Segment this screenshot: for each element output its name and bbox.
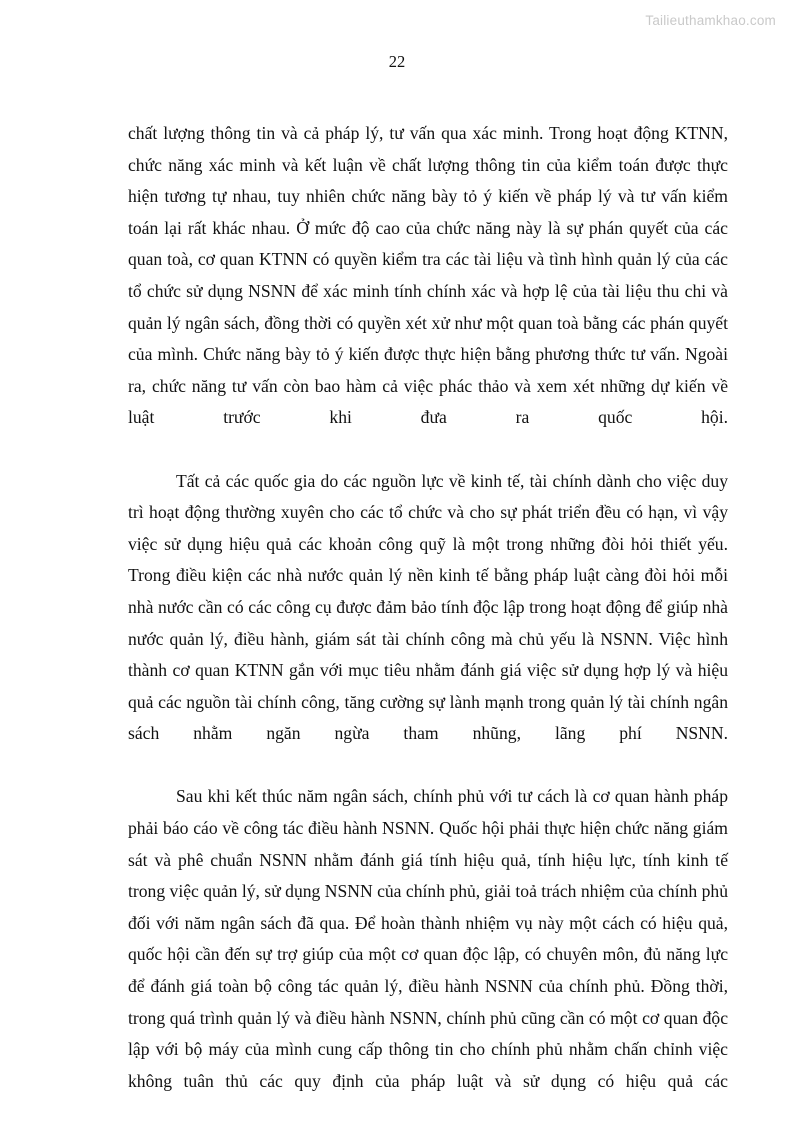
- watermark-text: Tailieuthamkhao.com: [645, 13, 776, 28]
- body-text-block: [128, 118, 728, 1123]
- paragraph-2: Tất cả các quốc gia do các nguồn lực về kinh tế, tài chính dành cho việc duy trì hoạt động thường xuyên cho các tổ chức và cho sự phát triển đều có hạn, vì vậy việc sử dụng hiệu quả các khoản công quỹ là một trong những đòi hỏi thiết yếu. Trong điều kiện các nhà nước quản lý nền kinh tế bằng pháp luật càng đòi hỏi mỗi nhà nước cần có các công cụ được đảm bảo tính độc lập trong hoạt động để giúp nhà nước quản lý, điều hành, giám sát tài chính công mà chủ yếu là NSNN. Việc hình thành cơ quan KTNN gắn với mục tiêu nhằm đánh giá việc sử dụng hợp lý và hiệu quả các nguồn tài chính công, tăng cường sự lành mạnh trong quản lý tài chính ngân sách nhằm ngăn ngừa tham nhũng, lãng phí NSNN.: [128, 470, 728, 744]
- page-number: 22: [388, 52, 406, 71]
- paragraph-3: Sau khi kết thúc năm ngân sách, chính phủ với tư cách là cơ quan hành pháp phải báo cáo về công tác điều hành NSNN. Quốc hội phải thực hiện chức năng giám sát và phê chuẩn NSNN nhằm đánh giá tính hiệu quả, tính hiệu lực, tính kinh tế trong việc quản lý, sử dụng NSNN của chính phủ, giải toả trách nhiệm của chính phủ đối với năm ngân sách đã qua. Để hoàn thành nhiệm vụ này một cách có hiệu quả, quốc hội cần đến sự trợ giúp của một cơ quan độc lập, có chuyên môn, đủ năng lực để đánh giá toàn bộ công tác quản lý, điều hành NSNN của chính phủ. Đồng thời, trong quá trình quản lý và điều hành NSNN, chính phủ cũng cần có một cơ quan độc lập với bộ máy của mình cung cấp thông tin cho chính phủ nhằm chấn chỉnh việc không tuân thủ các quy định của pháp luật và sử dụng có hiệu quả các: [128, 786, 728, 1091]
- paragraph-1: chất lượng thông tin và cả pháp lý, tư vấn qua xác minh. Trong hoạt động KTNN, chức năng xác minh và kết luận về chất lượng thông tin của kiểm toán được thực hiện tương tự nhau, tuy nhiên chức năng bày tỏ ý kiến về pháp lý và tư vấn kiểm toán lại rất khác nhau. Ở mức độ cao của chức năng này là sự phán quyết của các quan toà, cơ quan KTNN có quyền kiểm tra các tài liệu và tình hình quản lý của các tổ chức sử dụng NSNN để xác minh tính chính xác và hợp lệ của tài liệu thu chi và quản lý ngân sách, đồng thời có quyền xét xử như một quan toà bằng các phán quyết của mình. Chức năng bày tỏ ý kiến được thực hiện bằng phương thức tư vấn. Ngoài ra, chức năng tư vấn còn bao hàm cả việc phác thảo và xem xét những dự kiến về luật trước khi đưa ra quốc hội.: [128, 123, 728, 428]
